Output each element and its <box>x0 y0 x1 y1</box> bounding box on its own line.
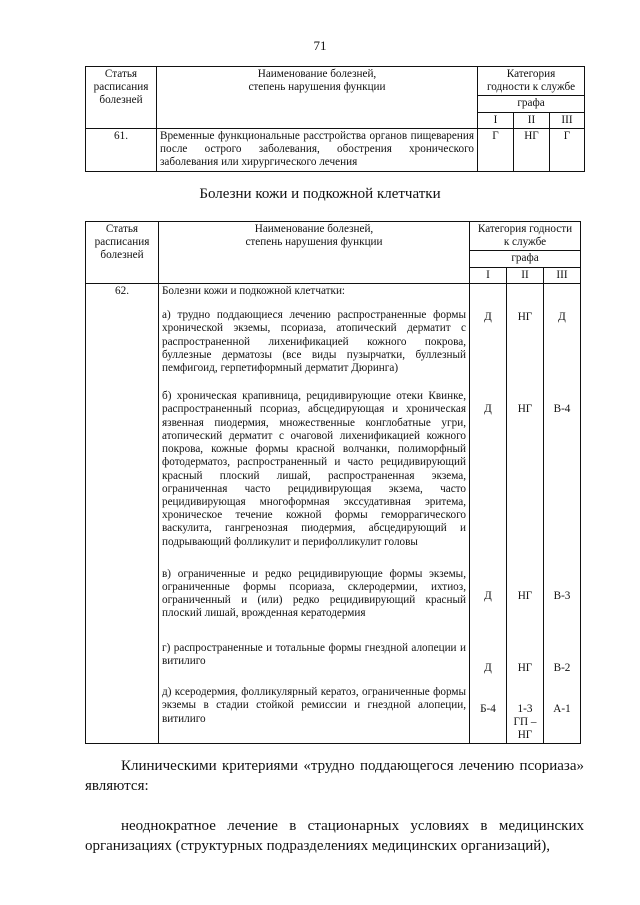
cat-v-ii: НГ <box>517 590 533 603</box>
cat-d-i: Б-4 <box>480 702 496 715</box>
cat-b-ii: НГ <box>517 403 533 416</box>
cat-a-iii: Д <box>558 310 566 323</box>
header-grafa: графа <box>470 251 581 267</box>
header-col-iii: III <box>544 267 581 283</box>
item-d: д) ксеродермия, фолликулярный кератоз, ограниченные формы экземы в стадии стойкой ремиссии и гнездной алопеции, витилиго <box>162 686 466 725</box>
cat-v-i: Д <box>484 590 492 603</box>
header-category: Категория годности к службе <box>470 222 581 251</box>
article-number: 61. <box>86 128 157 171</box>
table-article-62 <box>85 221 581 744</box>
header-grafa: графа <box>478 96 585 112</box>
cat-b-iii: В-4 <box>553 403 571 416</box>
disease-description: Временные функциональные расстройства органов пищеварения после острого заболевания, обострения хронического заболевания или хирургического лечения <box>157 128 478 171</box>
header-col-ii: II <box>514 112 550 128</box>
category-ii-column <box>507 283 544 744</box>
item-v: в) ограниченные и редко рецидивирующие формы экземы, ограниченные формы псориаза, склеродермии, ихтиоз, ограниченный и (или) редко рецидивирующий красный плоский лишай, врожденная кератодермия <box>162 567 466 620</box>
category-i-column <box>470 283 507 744</box>
article-number: 62. <box>86 283 159 744</box>
cat-g-i: Д <box>484 661 492 674</box>
cat-a-i: Д <box>484 310 492 323</box>
cat-b-i: Д <box>484 403 492 416</box>
cat-d-ii: 1-3 ГП – НГ <box>513 702 537 742</box>
item-a: а) трудно поддающиеся лечению распространенные формы хронической экземы, псориаза, атопический дерматит с распространенной лихенификацией кожного покрова, буллезные дерматозы (все виды пузырчатки, буллезный пемфигоид, герпетиформный дерматит Дюринга) <box>162 309 466 374</box>
item-b: б) хроническая крапивница, рецидивирующие отеки Квинке, распространенный псориаз, абсцедирующая и хроническая язвенная пиодермия, множественные конглобатные угри, атопический дерматит с очаговой лихенификацией кожного покрова, кожные формы красной волчанки, полиморфный фотодерматоз, распространенный и часто рецидивирующий красный плоский лишай, распространенная экзема, ограниченная часто рецидивирующая экзема, часто рецидивирующая многоформная экссудативная эритема, хроническое течение кожной формы геморрагического васкулита, гангренозная пиодермия, абсцедирующий и подрывающий фолликулит и перифолликулит головы <box>162 390 466 548</box>
section-title: Болезни кожи и подкожной клетчатки <box>199 186 441 202</box>
table-article-61 <box>85 66 585 172</box>
category-ii: НГ <box>514 128 550 171</box>
disease-list <box>159 283 470 744</box>
header-col-i: I <box>470 267 507 283</box>
header-col-iii: III <box>550 112 585 128</box>
paragraph-treatment: неоднократное лечение в стационарных условиях в медицинских организациях (структурных подразделениях медицинских организаций), <box>85 818 584 854</box>
section-intro: Болезни кожи и подкожной клетчатки: <box>162 284 346 297</box>
header-disease-name: Наименование болезней, степень нарушения функции <box>157 67 478 129</box>
cat-v-iii: В-3 <box>553 590 571 603</box>
category-i: Г <box>478 128 514 171</box>
header-col-i: I <box>478 112 514 128</box>
header-col-ii: II <box>507 267 544 283</box>
header-article: Статья расписания болезней <box>86 222 159 284</box>
category-iii-column <box>544 283 581 744</box>
header-disease-name: Наименование болезней, степень нарушения функции <box>159 222 470 284</box>
paragraph-criteria: Клиническими критериями «трудно поддающегося лечению псориаза» являются: <box>85 758 584 794</box>
category-iii: Г <box>550 128 585 171</box>
item-g: г) распространенные и тотальные формы гнездной алопеции и витилиго <box>162 641 466 667</box>
cat-g-iii: В-2 <box>553 661 571 674</box>
header-category: Категория годности к службе <box>478 67 585 96</box>
cat-g-ii: НГ <box>517 661 533 674</box>
cat-d-iii: А-1 <box>553 702 571 715</box>
cat-a-ii: НГ <box>517 310 533 323</box>
header-article: Статья расписания болезней <box>86 67 157 129</box>
page-number: 71 <box>313 38 327 53</box>
